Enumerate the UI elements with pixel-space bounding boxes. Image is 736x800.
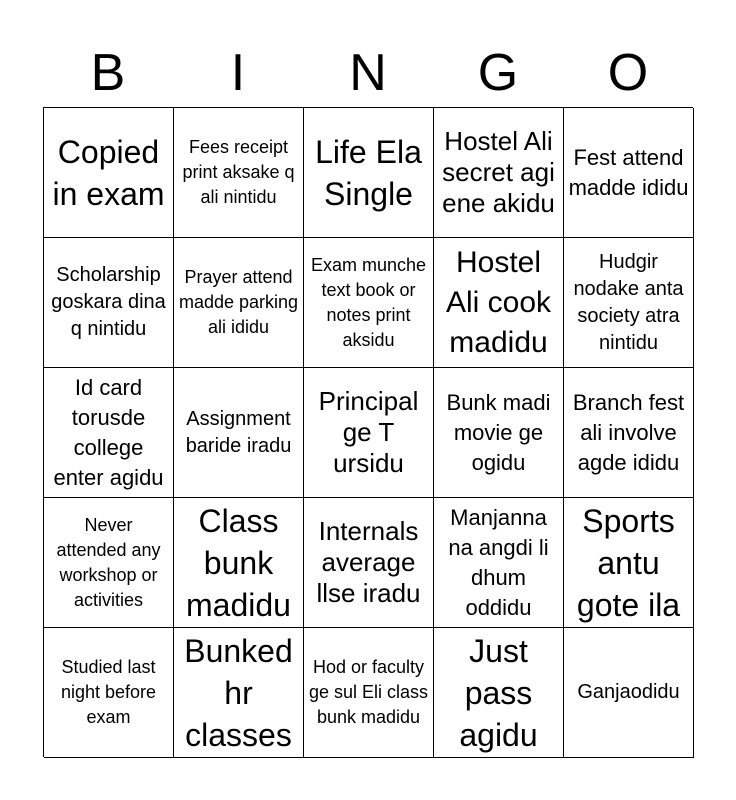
bingo-cell[interactable]: [304, 368, 434, 498]
bingo-cell[interactable]: [44, 108, 174, 238]
cell-text: Fees receipt print aksake q ali nintidu: [182, 137, 295, 207]
bingo-cell[interactable]: [174, 368, 304, 498]
bingo-cell[interactable]: [564, 238, 694, 368]
bingo-cell[interactable]: [564, 108, 694, 238]
bingo-cell[interactable]: [434, 628, 564, 758]
cell-text: Copied in exam: [52, 133, 165, 212]
bingo-cell[interactable]: [434, 498, 564, 628]
bingo-cell[interactable]: [174, 628, 304, 758]
bingo-cell[interactable]: [434, 368, 564, 498]
bingo-header: [43, 40, 693, 106]
bingo-card-grid: [43, 107, 693, 757]
bingo-cell[interactable]: [304, 108, 434, 238]
bingo-cell[interactable]: [174, 108, 304, 238]
cell-text: Bunked hr classes: [184, 632, 293, 753]
cell-text: Hod or faculty ge sul Eli class bunk madidu: [308, 657, 429, 727]
cell-text: Life Ela Single: [315, 133, 422, 212]
cell-text: Manjanna na angdi li dhum oddidu: [448, 504, 549, 620]
bingo-cell[interactable]: [434, 108, 564, 238]
bingo-cell[interactable]: [304, 238, 434, 368]
bingo-cell[interactable]: [44, 498, 174, 628]
cell-text: Scholarship goskara dina q nintidu: [51, 264, 166, 340]
bingo-cell[interactable]: [44, 628, 174, 758]
cell-text: Ganjaodidu: [577, 681, 680, 703]
header-letter-g: G: [477, 44, 519, 102]
header-letter-i: I: [230, 44, 246, 102]
header-letter-n: N: [349, 44, 387, 102]
cell-text: Principal ge T ursidu: [318, 386, 419, 478]
cell-text: Class bunk madidu: [186, 502, 291, 623]
bingo-cell[interactable]: [304, 628, 434, 758]
header-letter-o: O: [607, 44, 649, 102]
cell-text: Sports antu gote ila: [576, 502, 681, 623]
cell-text: Internals average llse iradu: [316, 516, 421, 608]
cell-text: Hostel Ali secret agi ene akidu: [442, 126, 555, 218]
cell-text: Just pass agidu: [459, 632, 538, 753]
cell-text: Exam munche text book or notes print aksidu: [310, 254, 427, 350]
cell-text: Fest attend madde ididu: [568, 144, 689, 200]
bingo-cell[interactable]: [564, 368, 694, 498]
bingo-cell[interactable]: [174, 498, 304, 628]
header-letter-b: B: [90, 44, 126, 102]
cell-text: Bunk madi movie ge ogidu: [446, 389, 551, 475]
bingo-cell[interactable]: [564, 628, 694, 758]
cell-text: Never attended any workshop or activities: [56, 514, 161, 610]
bingo-cell[interactable]: [44, 238, 174, 368]
cell-text: Assignment baride iradu: [185, 407, 292, 457]
cell-text: Hudgir nodake anta society atra nintidu: [573, 250, 684, 354]
bingo-cell[interactable]: [304, 498, 434, 628]
cell-text: Id card torusde college enter agidu: [53, 374, 164, 490]
cell-text: Studied last night before exam: [60, 657, 157, 727]
cell-text: Branch fest ali involve agde ididu: [572, 389, 685, 475]
bingo-cell[interactable]: [434, 238, 564, 368]
bingo-cell[interactable]: [174, 238, 304, 368]
bingo-cell[interactable]: [44, 368, 174, 498]
bingo-cell[interactable]: [564, 498, 694, 628]
cell-text: Prayer attend madde parking ali ididu: [178, 267, 299, 337]
cell-text: Hostel Ali cook madidu: [445, 245, 552, 359]
